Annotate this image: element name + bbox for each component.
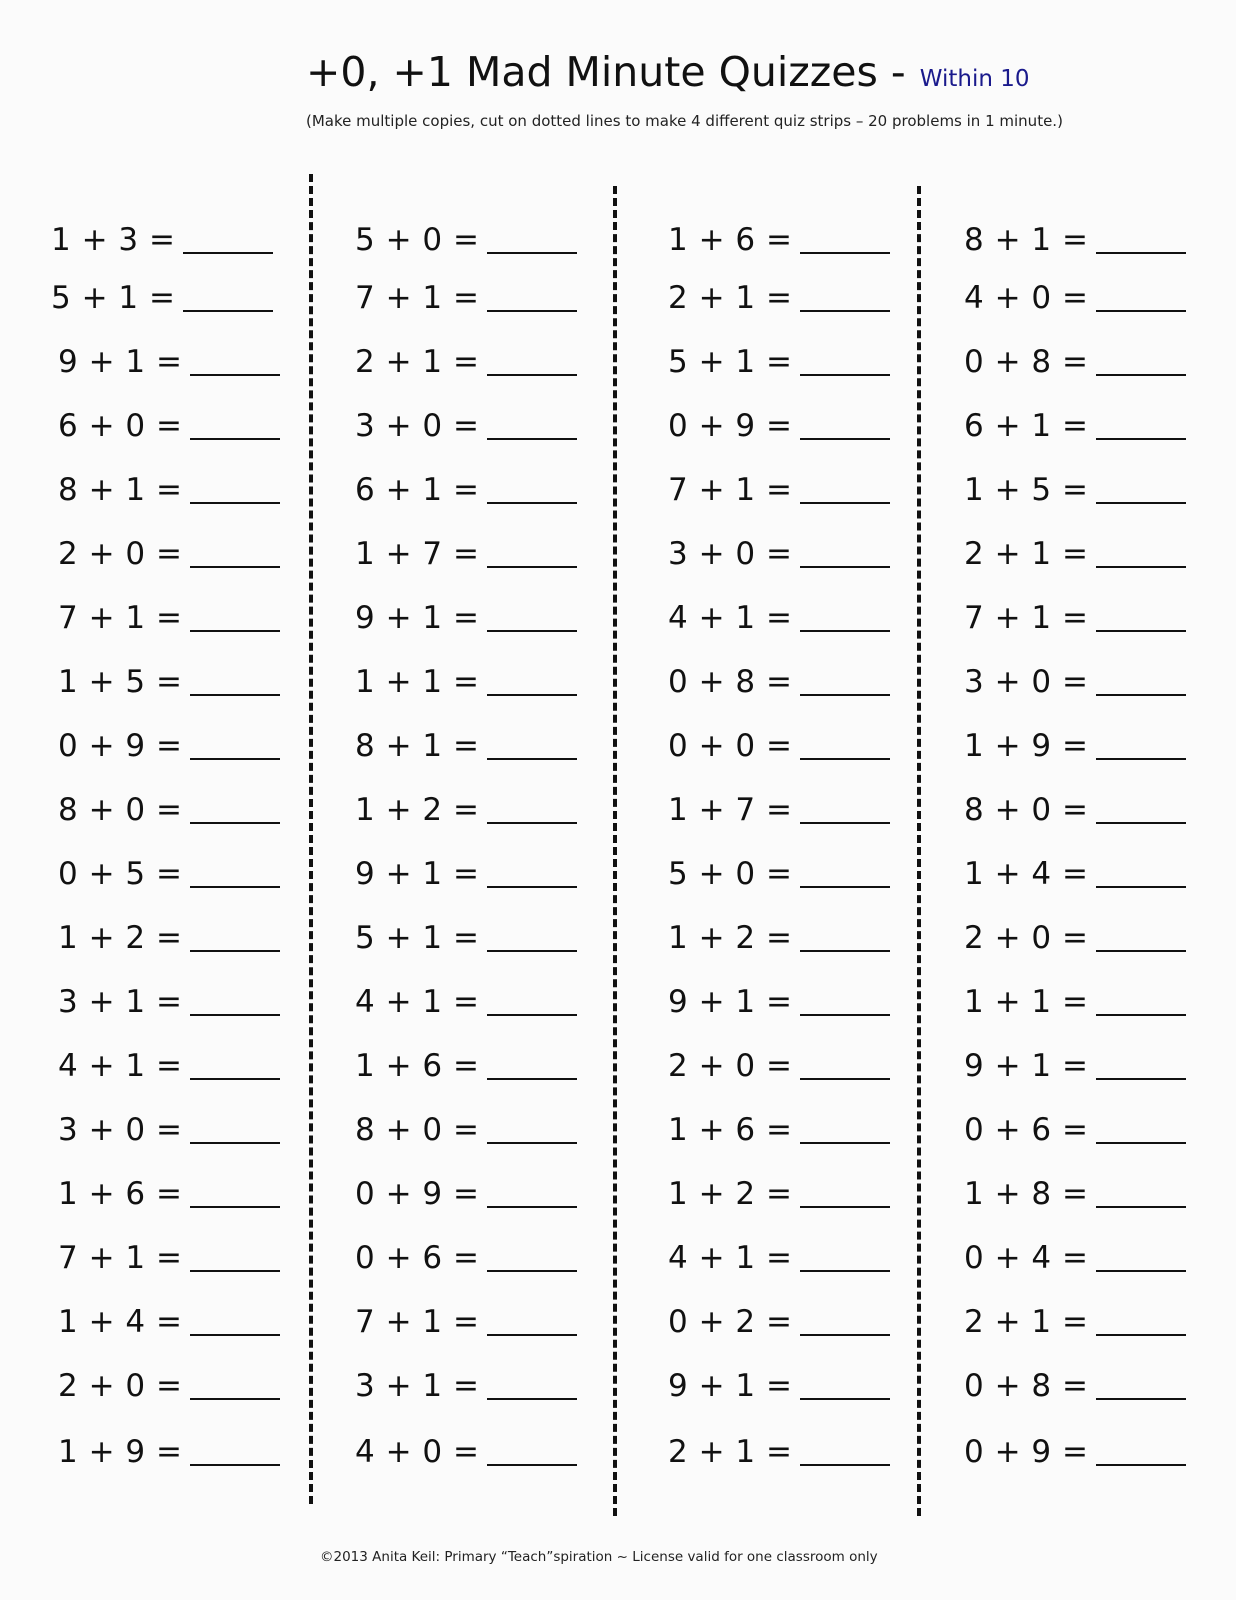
math-problem <box>668 984 890 1020</box>
math-problem <box>668 280 890 316</box>
problem-text: 3 + 1 = <box>58 984 183 1020</box>
answer-blank[interactable] <box>183 310 273 312</box>
answer-blank[interactable] <box>190 566 280 568</box>
page-title <box>306 48 1030 96</box>
problem-text: 1 + 4 = <box>58 1304 183 1340</box>
answer-blank[interactable] <box>800 374 890 376</box>
problem-text: 0 + 2 = <box>668 1304 793 1340</box>
math-problem <box>355 536 577 572</box>
problem-text: 8 + 0 = <box>58 792 183 828</box>
math-problem <box>355 728 577 764</box>
problem-text: 5 + 1 = <box>51 280 176 316</box>
math-problem <box>964 222 1186 258</box>
problem-text: 0 + 4 = <box>964 1240 1089 1276</box>
math-problem <box>355 984 577 1020</box>
math-problem <box>964 664 1186 700</box>
answer-blank[interactable] <box>190 1270 280 1272</box>
cut-line-3 <box>917 186 921 1516</box>
answer-blank[interactable] <box>800 1142 890 1144</box>
math-problem <box>355 1176 577 1212</box>
answer-blank[interactable] <box>800 1078 890 1080</box>
math-problem <box>964 792 1186 828</box>
answer-blank[interactable] <box>183 252 273 254</box>
answer-blank[interactable] <box>1096 822 1186 824</box>
answer-blank[interactable] <box>1096 1398 1186 1400</box>
math-problem <box>668 1304 890 1340</box>
math-problem <box>668 1176 890 1212</box>
answer-blank[interactable] <box>190 950 280 952</box>
math-problem <box>355 1112 577 1148</box>
problem-text: 3 + 1 = <box>355 1368 480 1404</box>
answer-blank[interactable] <box>800 1464 890 1466</box>
problem-text: 7 + 1 = <box>58 1240 183 1276</box>
problem-text: 0 + 6 = <box>355 1240 480 1276</box>
math-problem <box>668 1434 890 1470</box>
problem-text: 1 + 6 = <box>668 222 793 258</box>
math-problem <box>58 1304 280 1340</box>
answer-blank[interactable] <box>190 502 280 504</box>
math-problem <box>964 984 1186 1020</box>
answer-blank[interactable] <box>800 252 890 254</box>
math-problem <box>964 1240 1186 1276</box>
math-problem <box>58 920 280 956</box>
answer-blank[interactable] <box>190 822 280 824</box>
math-problem <box>964 536 1186 572</box>
problem-text: 2 + 0 = <box>668 1048 793 1084</box>
math-problem <box>355 1368 577 1404</box>
problem-text: 1 + 1 = <box>355 664 480 700</box>
problem-text: 1 + 6 = <box>668 1112 793 1148</box>
problem-text: 4 + 0 = <box>355 1434 480 1470</box>
answer-blank[interactable] <box>487 758 577 760</box>
problem-text: 5 + 0 = <box>668 856 793 892</box>
math-problem <box>58 984 280 1020</box>
math-problem <box>58 1048 280 1084</box>
problem-text: 0 + 9 = <box>58 728 183 764</box>
answer-blank[interactable] <box>1096 252 1186 254</box>
math-problem <box>58 1240 280 1276</box>
answer-blank[interactable] <box>190 886 280 888</box>
answer-blank[interactable] <box>800 1398 890 1400</box>
answer-blank[interactable] <box>1096 694 1186 696</box>
problem-text: 0 + 9 = <box>668 408 793 444</box>
answer-blank[interactable] <box>1096 886 1186 888</box>
math-problem <box>58 408 280 444</box>
problem-text: 2 + 0 = <box>58 1368 183 1404</box>
math-problem <box>964 856 1186 892</box>
answer-blank[interactable] <box>487 1398 577 1400</box>
problem-text: 1 + 1 = <box>964 984 1089 1020</box>
math-problem <box>355 920 577 956</box>
problem-text: 2 + 1 = <box>668 280 793 316</box>
math-problem <box>964 344 1186 380</box>
math-problem <box>355 472 577 508</box>
answer-blank[interactable] <box>487 502 577 504</box>
answer-blank[interactable] <box>1096 1078 1186 1080</box>
answer-blank[interactable] <box>190 1014 280 1016</box>
math-problem <box>964 1048 1186 1084</box>
answer-blank[interactable] <box>800 886 890 888</box>
copyright-footer: ©2013 Anita Keil: Primary “Teach”spiration ~ License valid for one classroom only <box>320 1549 878 1565</box>
problem-text: 0 + 8 = <box>964 344 1089 380</box>
problem-text: 2 + 1 = <box>964 536 1089 572</box>
problem-text: 8 + 1 = <box>58 472 183 508</box>
math-problem <box>58 536 280 572</box>
answer-blank[interactable] <box>800 1014 890 1016</box>
problem-text: 5 + 0 = <box>355 222 480 258</box>
problem-text: 3 + 0 = <box>964 664 1089 700</box>
answer-blank[interactable] <box>487 822 577 824</box>
problem-text: 1 + 2 = <box>58 920 183 956</box>
answer-blank[interactable] <box>487 374 577 376</box>
problem-text: 0 + 9 = <box>964 1434 1089 1470</box>
answer-blank[interactable] <box>1096 438 1186 440</box>
problem-text: 0 + 5 = <box>58 856 183 892</box>
worksheet-subtitle: Within 10 <box>919 66 1030 92</box>
answer-blank[interactable] <box>1096 502 1186 504</box>
math-problem <box>668 408 890 444</box>
problem-text: 1 + 3 = <box>51 222 176 258</box>
problem-text: 4 + 1 = <box>668 1240 793 1276</box>
answer-blank[interactable] <box>487 630 577 632</box>
answer-blank[interactable] <box>487 1334 577 1336</box>
answer-blank[interactable] <box>1096 950 1186 952</box>
problem-text: 6 + 1 = <box>964 408 1089 444</box>
math-problem <box>668 856 890 892</box>
problem-text: 0 + 6 = <box>964 1112 1089 1148</box>
problem-text: 2 + 1 = <box>668 1434 793 1470</box>
answer-blank[interactable] <box>1096 1014 1186 1016</box>
problem-text: 1 + 2 = <box>355 792 480 828</box>
problem-text: 7 + 1 = <box>355 280 480 316</box>
problem-text: 1 + 8 = <box>964 1176 1089 1212</box>
problem-text: 7 + 1 = <box>355 1304 480 1340</box>
problem-text: 4 + 0 = <box>964 280 1089 316</box>
math-problem <box>668 1048 890 1084</box>
math-problem <box>668 1368 890 1404</box>
answer-blank[interactable] <box>800 694 890 696</box>
math-problem <box>668 536 890 572</box>
math-problem <box>51 222 273 258</box>
math-problem <box>355 792 577 828</box>
math-problem <box>355 600 577 636</box>
math-problem <box>355 856 577 892</box>
math-problem <box>355 408 577 444</box>
problem-text: 1 + 6 = <box>58 1176 183 1212</box>
math-problem <box>58 856 280 892</box>
math-problem <box>964 1434 1186 1470</box>
cut-line-2 <box>613 186 617 1516</box>
answer-blank[interactable] <box>487 252 577 254</box>
answer-blank[interactable] <box>1096 374 1186 376</box>
answer-blank[interactable] <box>800 950 890 952</box>
answer-blank[interactable] <box>487 886 577 888</box>
answer-blank[interactable] <box>487 1206 577 1208</box>
answer-blank[interactable] <box>800 630 890 632</box>
answer-blank[interactable] <box>487 1078 577 1080</box>
answer-blank[interactable] <box>1096 1334 1186 1336</box>
answer-blank[interactable] <box>190 374 280 376</box>
math-problem <box>668 728 890 764</box>
answer-blank[interactable] <box>190 630 280 632</box>
math-problem <box>668 664 890 700</box>
answer-blank[interactable] <box>487 1270 577 1272</box>
answer-blank[interactable] <box>800 822 890 824</box>
problem-text: 1 + 9 = <box>58 1434 183 1470</box>
problem-text: 2 + 0 = <box>58 536 183 572</box>
answer-blank[interactable] <box>190 1398 280 1400</box>
problem-text: 4 + 1 = <box>58 1048 183 1084</box>
problem-text: 1 + 7 = <box>668 792 793 828</box>
problem-text: 1 + 5 = <box>58 664 183 700</box>
problem-text: 4 + 1 = <box>668 600 793 636</box>
problem-text: 8 + 0 = <box>964 792 1089 828</box>
problem-text: 6 + 0 = <box>58 408 183 444</box>
answer-blank[interactable] <box>800 310 890 312</box>
answer-blank[interactable] <box>800 1334 890 1336</box>
math-problem <box>355 344 577 380</box>
math-problem <box>355 1240 577 1276</box>
answer-blank[interactable] <box>1096 1464 1186 1466</box>
problem-text: 1 + 2 = <box>668 1176 793 1212</box>
answer-blank[interactable] <box>190 1334 280 1336</box>
answer-blank[interactable] <box>190 694 280 696</box>
answer-blank[interactable] <box>800 758 890 760</box>
math-problem <box>964 920 1186 956</box>
answer-blank[interactable] <box>800 502 890 504</box>
answer-blank[interactable] <box>800 438 890 440</box>
math-problem <box>668 920 890 956</box>
problem-text: 1 + 4 = <box>964 856 1089 892</box>
problem-text: 5 + 1 = <box>355 920 480 956</box>
answer-blank[interactable] <box>190 438 280 440</box>
problem-text: 9 + 1 = <box>355 856 480 892</box>
math-problem <box>964 472 1186 508</box>
math-problem <box>58 792 280 828</box>
math-problem <box>58 344 280 380</box>
problem-text: 7 + 1 = <box>58 600 183 636</box>
answer-blank[interactable] <box>190 758 280 760</box>
problem-text: 1 + 6 = <box>355 1048 480 1084</box>
problem-text: 2 + 0 = <box>964 920 1089 956</box>
problem-text: 1 + 2 = <box>668 920 793 956</box>
math-problem <box>58 1112 280 1148</box>
math-problem <box>668 792 890 828</box>
problem-text: 5 + 1 = <box>668 344 793 380</box>
answer-blank[interactable] <box>1096 758 1186 760</box>
math-problem <box>58 1368 280 1404</box>
problem-text: 0 + 9 = <box>355 1176 480 1212</box>
answer-blank[interactable] <box>487 310 577 312</box>
problem-text: 0 + 0 = <box>668 728 793 764</box>
problem-text: 7 + 1 = <box>668 472 793 508</box>
problem-text: 4 + 1 = <box>355 984 480 1020</box>
problem-text: 9 + 1 = <box>355 600 480 636</box>
answer-blank[interactable] <box>1096 1142 1186 1144</box>
answer-blank[interactable] <box>1096 310 1186 312</box>
math-problem <box>964 280 1186 316</box>
problem-text: 9 + 1 = <box>668 984 793 1020</box>
math-problem <box>964 1368 1186 1404</box>
math-problem <box>964 1304 1186 1340</box>
math-problem <box>355 1434 577 1470</box>
math-problem <box>964 728 1186 764</box>
math-problem <box>51 280 273 316</box>
answer-blank[interactable] <box>190 1078 280 1080</box>
math-problem <box>668 1240 890 1276</box>
math-problem <box>355 664 577 700</box>
math-problem <box>355 222 577 258</box>
answer-blank[interactable] <box>190 1464 280 1466</box>
math-problem <box>355 1304 577 1340</box>
answer-blank[interactable] <box>487 1464 577 1466</box>
answer-blank[interactable] <box>487 950 577 952</box>
problem-text: 8 + 1 = <box>964 222 1089 258</box>
problem-text: 6 + 1 = <box>355 472 480 508</box>
math-problem <box>58 664 280 700</box>
math-problem <box>58 472 280 508</box>
answer-blank[interactable] <box>1096 1270 1186 1272</box>
math-problem <box>355 280 577 316</box>
math-problem <box>964 1112 1186 1148</box>
answer-blank[interactable] <box>1096 1206 1186 1208</box>
problem-text: 8 + 0 = <box>355 1112 480 1148</box>
answer-blank[interactable] <box>800 566 890 568</box>
answer-blank[interactable] <box>800 1206 890 1208</box>
answer-blank[interactable] <box>1096 630 1186 632</box>
math-problem <box>668 600 890 636</box>
math-problem <box>58 600 280 636</box>
problem-text: 2 + 1 = <box>964 1304 1089 1340</box>
problem-text: 9 + 1 = <box>668 1368 793 1404</box>
cut-line-1 <box>309 174 313 1504</box>
math-problem <box>58 728 280 764</box>
math-problem <box>668 1112 890 1148</box>
problem-text: 9 + 1 = <box>58 344 183 380</box>
problem-text: 9 + 1 = <box>964 1048 1089 1084</box>
problem-text: 8 + 1 = <box>355 728 480 764</box>
problem-text: 1 + 5 = <box>964 472 1089 508</box>
problem-text: 7 + 1 = <box>964 600 1089 636</box>
answer-blank[interactable] <box>487 1142 577 1144</box>
problem-text: 3 + 0 = <box>58 1112 183 1148</box>
problem-text: 0 + 8 = <box>964 1368 1089 1404</box>
math-problem <box>964 408 1186 444</box>
answer-blank[interactable] <box>487 694 577 696</box>
answer-blank[interactable] <box>800 1270 890 1272</box>
problem-text: 3 + 0 = <box>355 408 480 444</box>
problem-text: 2 + 1 = <box>355 344 480 380</box>
answer-blank[interactable] <box>190 1206 280 1208</box>
math-problem <box>964 1176 1186 1212</box>
math-problem <box>668 344 890 380</box>
math-problem <box>964 600 1186 636</box>
problem-text: 3 + 0 = <box>668 536 793 572</box>
math-problem <box>355 1048 577 1084</box>
math-problem <box>668 222 890 258</box>
answer-blank[interactable] <box>487 1014 577 1016</box>
answer-blank[interactable] <box>190 1142 280 1144</box>
problem-text: 0 + 8 = <box>668 664 793 700</box>
math-problem <box>58 1176 280 1212</box>
answer-blank[interactable] <box>487 566 577 568</box>
worksheet-title: +0, +1 Mad Minute Quizzes - <box>306 48 906 96</box>
instructions-text: (Make multiple copies, cut on dotted lines to make 4 different quiz strips – 20 problems in 1 minute.) <box>306 112 1063 130</box>
answer-blank[interactable] <box>487 438 577 440</box>
math-problem <box>668 472 890 508</box>
problem-text: 1 + 7 = <box>355 536 480 572</box>
math-problem <box>58 1434 280 1470</box>
answer-blank[interactable] <box>1096 566 1186 568</box>
problem-text: 1 + 9 = <box>964 728 1089 764</box>
